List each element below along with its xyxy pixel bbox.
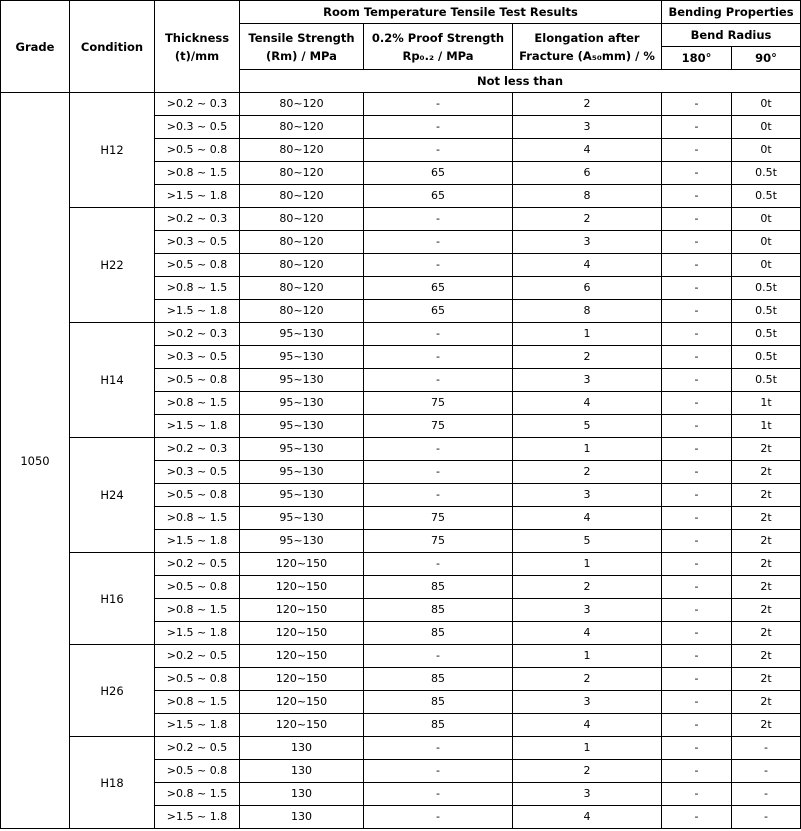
- header-elongation-line2: Fracture (A₅₀mm) / %: [519, 48, 655, 63]
- tensile-strength-cell: 95~130: [240, 507, 364, 530]
- elongation-cell: 4: [513, 507, 662, 530]
- tensile-strength-cell: 120~150: [240, 691, 364, 714]
- condition-cell: H24: [70, 438, 155, 553]
- thickness-cell: >0.2 ~ 0.3: [155, 323, 240, 346]
- bend-90-cell: 2t: [732, 576, 801, 599]
- elongation-cell: 2: [513, 461, 662, 484]
- thickness-cell: >0.2 ~ 0.3: [155, 208, 240, 231]
- tensile-strength-cell: 80~120: [240, 185, 364, 208]
- table-row: [1, 737, 801, 760]
- bend-180-cell: -: [662, 645, 732, 668]
- tensile-strength-cell: 80~120: [240, 231, 364, 254]
- condition-cell: H16: [70, 553, 155, 645]
- elongation-cell: 2: [513, 576, 662, 599]
- bend-180-cell: -: [662, 231, 732, 254]
- bend-180-cell: -: [662, 93, 732, 116]
- proof-strength-cell: 65: [364, 185, 513, 208]
- proof-strength-cell: 75: [364, 392, 513, 415]
- proof-strength-cell: 85: [364, 622, 513, 645]
- elongation-cell: 1: [513, 645, 662, 668]
- tensile-strength-cell: 95~130: [240, 461, 364, 484]
- bend-90-cell: 2t: [732, 622, 801, 645]
- bend-180-cell: -: [662, 346, 732, 369]
- bend-90-cell: 2t: [732, 599, 801, 622]
- bend-90-cell: 2t: [732, 553, 801, 576]
- tensile-strength-cell: 120~150: [240, 668, 364, 691]
- proof-strength-cell: -: [364, 231, 513, 254]
- bend-90-cell: 0.5t: [732, 346, 801, 369]
- tensile-strength-cell: 80~120: [240, 162, 364, 185]
- bend-90-cell: 2t: [732, 461, 801, 484]
- bend-90-cell: 0t: [732, 93, 801, 116]
- tensile-strength-cell: 130: [240, 760, 364, 783]
- header-thickness-line1: Thickness: [164, 30, 230, 45]
- table-row: [1, 645, 801, 668]
- header-bend-radius: Bend Radius: [662, 24, 801, 47]
- proof-strength-cell: -: [364, 323, 513, 346]
- proof-strength-cell: 65: [364, 277, 513, 300]
- bend-180-cell: -: [662, 576, 732, 599]
- bend-180-cell: -: [662, 392, 732, 415]
- thickness-cell: >0.8 ~ 1.5: [155, 599, 240, 622]
- proof-strength-cell: -: [364, 806, 513, 829]
- proof-strength-cell: 65: [364, 300, 513, 323]
- elongation-cell: 5: [513, 530, 662, 553]
- bend-90-cell: 2t: [732, 645, 801, 668]
- bend-90-cell: -: [732, 760, 801, 783]
- bend-180-cell: -: [662, 484, 732, 507]
- elongation-cell: 2: [513, 760, 662, 783]
- bend-180-cell: -: [662, 553, 732, 576]
- header-proof-strength: [364, 24, 513, 70]
- bend-90-cell: 0t: [732, 231, 801, 254]
- bend-180-cell: -: [662, 461, 732, 484]
- elongation-cell: 1: [513, 553, 662, 576]
- proof-strength-cell: -: [364, 760, 513, 783]
- bend-90-cell: 2t: [732, 691, 801, 714]
- bend-90-cell: 0.5t: [732, 185, 801, 208]
- header-proof-strength-line2: Rp₀.₂ / MPa: [402, 48, 474, 63]
- tensile-strength-cell: 120~150: [240, 645, 364, 668]
- elongation-cell: 3: [513, 116, 662, 139]
- elongation-cell: 4: [513, 806, 662, 829]
- tensile-strength-cell: 120~150: [240, 553, 364, 576]
- header-condition: Condition: [70, 1, 155, 93]
- header-not-less-than: Not less than: [240, 70, 801, 93]
- header-tensile-strength-line2: (Rm) / MPa: [266, 48, 337, 63]
- condition-cell: H18: [70, 737, 155, 829]
- tensile-strength-cell: 80~120: [240, 93, 364, 116]
- elongation-cell: 1: [513, 323, 662, 346]
- bend-90-cell: 0.5t: [732, 323, 801, 346]
- tensile-strength-cell: 95~130: [240, 392, 364, 415]
- spec-body: [1, 93, 801, 829]
- elongation-cell: 1: [513, 438, 662, 461]
- bend-90-cell: 0t: [732, 208, 801, 231]
- grade-cell: 1050: [1, 93, 70, 829]
- tensile-strength-cell: 95~130: [240, 346, 364, 369]
- proof-strength-cell: 65: [364, 162, 513, 185]
- proof-strength-cell: -: [364, 208, 513, 231]
- proof-strength-cell: -: [364, 645, 513, 668]
- elongation-cell: 4: [513, 254, 662, 277]
- proof-strength-cell: -: [364, 369, 513, 392]
- bend-180-cell: -: [662, 783, 732, 806]
- header-tensile-group: Room Temperature Tensile Test Results: [240, 1, 662, 24]
- header-tensile-strength-line1: Tensile Strength: [248, 30, 355, 45]
- thickness-cell: >0.8 ~ 1.5: [155, 277, 240, 300]
- bend-90-cell: 2t: [732, 714, 801, 737]
- bend-180-cell: -: [662, 208, 732, 231]
- proof-strength-cell: -: [364, 116, 513, 139]
- elongation-cell: 5: [513, 415, 662, 438]
- thickness-cell: >0.5 ~ 0.8: [155, 484, 240, 507]
- header-grade: Grade: [1, 1, 70, 93]
- bend-180-cell: -: [662, 668, 732, 691]
- elongation-cell: 3: [513, 484, 662, 507]
- header-angle-180: 180°: [662, 47, 732, 70]
- table-row: [1, 553, 801, 576]
- tensile-strength-cell: 80~120: [240, 254, 364, 277]
- bend-180-cell: -: [662, 599, 732, 622]
- bend-90-cell: 2t: [732, 530, 801, 553]
- thickness-cell: >0.5 ~ 0.8: [155, 668, 240, 691]
- bend-180-cell: -: [662, 622, 732, 645]
- proof-strength-cell: -: [364, 461, 513, 484]
- bend-180-cell: -: [662, 806, 732, 829]
- thickness-cell: >0.2 ~ 0.5: [155, 645, 240, 668]
- bend-180-cell: -: [662, 507, 732, 530]
- elongation-cell: 2: [513, 208, 662, 231]
- bend-90-cell: 2t: [732, 438, 801, 461]
- table-row: [1, 208, 801, 231]
- thickness-cell: >1.5 ~ 1.8: [155, 714, 240, 737]
- thickness-cell: >0.2 ~ 0.3: [155, 438, 240, 461]
- tensile-strength-cell: 120~150: [240, 714, 364, 737]
- thickness-cell: >0.5 ~ 0.8: [155, 254, 240, 277]
- thickness-cell: >0.2 ~ 0.5: [155, 553, 240, 576]
- condition-cell: H22: [70, 208, 155, 323]
- proof-strength-cell: 85: [364, 714, 513, 737]
- proof-strength-cell: -: [364, 139, 513, 162]
- header-elongation-line1: Elongation after: [534, 30, 640, 45]
- tensile-strength-cell: 120~150: [240, 576, 364, 599]
- header-angle-90: 90°: [732, 47, 801, 70]
- elongation-cell: 4: [513, 139, 662, 162]
- proof-strength-cell: 85: [364, 668, 513, 691]
- elongation-cell: 8: [513, 185, 662, 208]
- elongation-cell: 6: [513, 162, 662, 185]
- proof-strength-cell: 75: [364, 507, 513, 530]
- tensile-strength-cell: 80~120: [240, 139, 364, 162]
- proof-strength-cell: -: [364, 346, 513, 369]
- proof-strength-cell: -: [364, 484, 513, 507]
- tensile-strength-cell: 80~120: [240, 208, 364, 231]
- thickness-cell: >1.5 ~ 1.8: [155, 530, 240, 553]
- elongation-cell: 6: [513, 277, 662, 300]
- thickness-cell: >1.5 ~ 1.8: [155, 185, 240, 208]
- thickness-cell: >0.5 ~ 0.8: [155, 760, 240, 783]
- proof-strength-cell: -: [364, 254, 513, 277]
- thickness-cell: >0.3 ~ 0.5: [155, 116, 240, 139]
- thickness-cell: >0.3 ~ 0.5: [155, 231, 240, 254]
- thickness-cell: >0.2 ~ 0.5: [155, 737, 240, 760]
- elongation-cell: 1: [513, 737, 662, 760]
- bend-90-cell: -: [732, 737, 801, 760]
- bend-90-cell: 2t: [732, 507, 801, 530]
- bend-90-cell: 0.5t: [732, 162, 801, 185]
- thickness-cell: >0.5 ~ 0.8: [155, 576, 240, 599]
- header-thickness: [155, 1, 240, 93]
- condition-cell: H26: [70, 645, 155, 737]
- bend-180-cell: -: [662, 737, 732, 760]
- bend-180-cell: -: [662, 254, 732, 277]
- bend-180-cell: -: [662, 369, 732, 392]
- bend-180-cell: -: [662, 714, 732, 737]
- thickness-cell: >0.8 ~ 1.5: [155, 392, 240, 415]
- proof-strength-cell: -: [364, 783, 513, 806]
- elongation-cell: 4: [513, 392, 662, 415]
- bend-180-cell: -: [662, 438, 732, 461]
- condition-cell: H14: [70, 323, 155, 438]
- elongation-cell: 4: [513, 714, 662, 737]
- thickness-cell: >0.8 ~ 1.5: [155, 691, 240, 714]
- bend-90-cell: 0.5t: [732, 369, 801, 392]
- tensile-strength-cell: 80~120: [240, 116, 364, 139]
- proof-strength-cell: 75: [364, 415, 513, 438]
- bend-90-cell: 0t: [732, 139, 801, 162]
- tensile-strength-cell: 95~130: [240, 369, 364, 392]
- bend-90-cell: 0.5t: [732, 300, 801, 323]
- elongation-cell: 3: [513, 369, 662, 392]
- condition-cell: H12: [70, 93, 155, 208]
- thickness-cell: >0.2 ~ 0.3: [155, 93, 240, 116]
- tensile-strength-cell: 130: [240, 737, 364, 760]
- thickness-cell: >1.5 ~ 1.8: [155, 300, 240, 323]
- bend-90-cell: 0t: [732, 254, 801, 277]
- thickness-cell: >0.5 ~ 0.8: [155, 139, 240, 162]
- tensile-strength-cell: 95~130: [240, 484, 364, 507]
- tensile-strength-cell: 130: [240, 806, 364, 829]
- thickness-cell: >1.5 ~ 1.8: [155, 622, 240, 645]
- bend-90-cell: 0t: [732, 116, 801, 139]
- bend-180-cell: -: [662, 530, 732, 553]
- tensile-strength-cell: 80~120: [240, 277, 364, 300]
- elongation-cell: 3: [513, 783, 662, 806]
- bend-90-cell: 2t: [732, 668, 801, 691]
- tensile-strength-cell: 120~150: [240, 622, 364, 645]
- header-tensile-strength: [240, 24, 364, 70]
- thickness-cell: >0.8 ~ 1.5: [155, 162, 240, 185]
- tensile-strength-cell: 120~150: [240, 599, 364, 622]
- bend-90-cell: 1t: [732, 392, 801, 415]
- proof-strength-cell: -: [364, 93, 513, 116]
- tensile-strength-cell: 95~130: [240, 323, 364, 346]
- thickness-cell: >1.5 ~ 1.8: [155, 415, 240, 438]
- elongation-cell: 3: [513, 599, 662, 622]
- bend-180-cell: -: [662, 323, 732, 346]
- thickness-cell: >0.8 ~ 1.5: [155, 507, 240, 530]
- proof-strength-cell: -: [364, 737, 513, 760]
- header-proof-strength-line1: 0.2% Proof Strength: [371, 30, 505, 45]
- bend-180-cell: -: [662, 415, 732, 438]
- header-bending-group: Bending Properties: [662, 1, 801, 24]
- elongation-cell: 4: [513, 622, 662, 645]
- elongation-cell: 8: [513, 300, 662, 323]
- thickness-cell: >0.5 ~ 0.8: [155, 369, 240, 392]
- bend-180-cell: -: [662, 162, 732, 185]
- elongation-cell: 2: [513, 346, 662, 369]
- tensile-strength-cell: 95~130: [240, 438, 364, 461]
- elongation-cell: 2: [513, 668, 662, 691]
- thickness-cell: >0.3 ~ 0.5: [155, 346, 240, 369]
- tensile-strength-cell: 130: [240, 783, 364, 806]
- bend-180-cell: -: [662, 185, 732, 208]
- elongation-cell: 3: [513, 691, 662, 714]
- proof-strength-cell: 75: [364, 530, 513, 553]
- header-elongation: [513, 24, 662, 70]
- thickness-cell: >1.5 ~ 1.8: [155, 806, 240, 829]
- tensile-strength-cell: 80~120: [240, 300, 364, 323]
- proof-strength-cell: -: [364, 438, 513, 461]
- table-row: [1, 93, 801, 116]
- elongation-cell: 3: [513, 231, 662, 254]
- bend-90-cell: 2t: [732, 484, 801, 507]
- bend-180-cell: -: [662, 300, 732, 323]
- proof-strength-cell: 85: [364, 576, 513, 599]
- proof-strength-cell: 85: [364, 691, 513, 714]
- bend-90-cell: -: [732, 806, 801, 829]
- thickness-cell: >0.8 ~ 1.5: [155, 783, 240, 806]
- bend-90-cell: 0.5t: [732, 277, 801, 300]
- thickness-cell: >0.3 ~ 0.5: [155, 461, 240, 484]
- bend-90-cell: -: [732, 783, 801, 806]
- bend-180-cell: -: [662, 139, 732, 162]
- bend-90-cell: 1t: [732, 415, 801, 438]
- elongation-cell: 2: [513, 93, 662, 116]
- proof-strength-cell: -: [364, 553, 513, 576]
- table-row: [1, 323, 801, 346]
- bend-180-cell: -: [662, 277, 732, 300]
- tensile-strength-cell: 95~130: [240, 415, 364, 438]
- header-thickness-line2: (t)/mm: [174, 48, 220, 63]
- proof-strength-cell: 85: [364, 599, 513, 622]
- tensile-strength-cell: 95~130: [240, 530, 364, 553]
- bend-180-cell: -: [662, 760, 732, 783]
- bend-180-cell: -: [662, 116, 732, 139]
- table-row: [1, 438, 801, 461]
- bend-180-cell: -: [662, 691, 732, 714]
